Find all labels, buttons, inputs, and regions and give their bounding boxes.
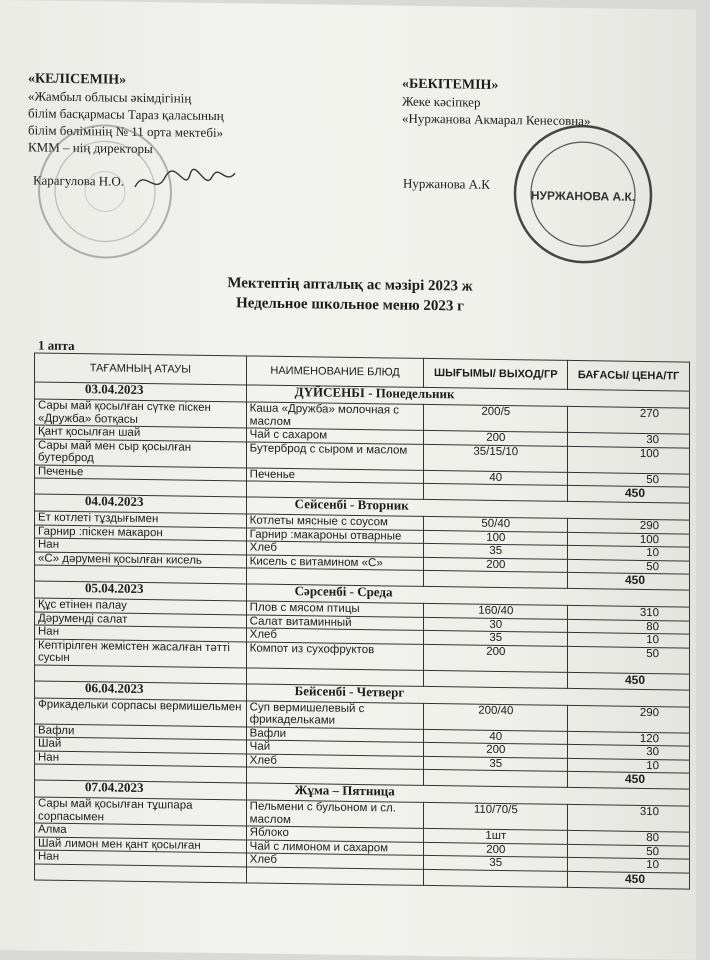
- dish-output: 35: [424, 630, 568, 646]
- day-name: Сейсенбі - Вторник: [246, 497, 689, 520]
- dish-output: 35: [424, 756, 568, 772]
- dish-output: 200: [424, 644, 568, 672]
- dish-kz: Нан: [35, 625, 247, 641]
- title-kazakh: Мектептің апталық ас мәзірі 2023 ж: [227, 275, 473, 295]
- approved-line-2: «Нуржанова Акмарал Кенесовна»: [402, 110, 591, 129]
- approved-heading: «БЕКІТЕМІН»: [402, 76, 499, 93]
- dish-price: 10: [568, 758, 690, 773]
- dish-ru: Котлеты мясные с соусом: [246, 514, 424, 530]
- dish-price: 100: [568, 532, 690, 547]
- day-name: Сәрсенбі - Среда: [246, 584, 689, 607]
- dish-price: 50: [568, 844, 690, 859]
- dish-price: 30: [568, 744, 690, 759]
- dish-kz: Алма: [35, 823, 247, 839]
- agreed-heading: «КЕЛІСЕМІН»: [28, 71, 127, 88]
- dish-ru: Компот из сухофруктов: [246, 641, 424, 669]
- agreed-signatory: Карагулова Н.О.: [33, 172, 125, 189]
- dish-ru: Салат витаминный: [246, 614, 424, 630]
- day-total: 450: [568, 485, 690, 503]
- dish-price: 290: [568, 518, 690, 533]
- stamp-text: НУРЖАНОВА А.К.: [530, 188, 636, 204]
- dish-ru: Бутерброд с сыром и маслом: [246, 441, 424, 469]
- dish-kz: Нан: [35, 538, 247, 554]
- dish-price: 80: [568, 830, 690, 845]
- day-date: 04.04.2023: [35, 494, 247, 514]
- dish-price: 10: [568, 632, 690, 647]
- agreed-line-3: білім бөлімінің № 11 орта мектебі»: [28, 122, 224, 141]
- col-price: БАҒАСЫ/ ЦЕНА/ТГ: [568, 360, 690, 391]
- dish-ru: Печенье: [246, 467, 424, 483]
- dish-output: 200: [424, 430, 568, 446]
- dish-kz: Ет котлеті тұздығымен: [35, 511, 247, 527]
- day-total: 450: [568, 871, 690, 889]
- dish-ru: Суп вермишелевый с фрикадельками: [246, 700, 424, 728]
- dish-kz: Сары май қосылған сүтке піскен «Дружба» ботқасы: [35, 399, 247, 428]
- dish-ru: Каша «Дружба» молочная с маслом: [246, 402, 424, 430]
- dish-output: 50/40: [424, 516, 568, 532]
- dish-output: 110/70/5: [424, 802, 568, 830]
- dish-ru: Яблоко: [246, 826, 424, 842]
- dish-price: 10: [568, 545, 690, 560]
- day-date: 06.04.2023: [35, 680, 247, 700]
- dish-price: 10: [568, 857, 690, 872]
- dish-price: 270: [568, 406, 690, 434]
- day-total: 450: [568, 771, 690, 789]
- dish-output: 200/40: [424, 703, 568, 731]
- dish-kz: Кептірілген жемістен жасалған тәтті сусын: [35, 638, 247, 667]
- approved-line-1: Жеке кәсіпкер: [402, 93, 481, 110]
- menu-table: [34, 352, 690, 889]
- day-date: 03.04.2023: [35, 382, 247, 402]
- day-name: Бейсенбі - Четверг: [246, 683, 689, 706]
- dish-output: 200: [424, 842, 568, 858]
- week-label: 1 апта: [38, 337, 75, 354]
- col-dish-kz: ТАҒАМНЫҢ АТАУЫ: [35, 353, 247, 385]
- dish-price: 30: [568, 432, 690, 447]
- dish-price: 50: [568, 646, 690, 674]
- dish-output: 200/5: [424, 404, 568, 432]
- dish-kz: Сары май қосылған тұшпара сорпасымен: [35, 797, 247, 826]
- dish-kz: Печенье: [35, 464, 247, 480]
- dish-output: 100: [424, 530, 568, 546]
- dish-ru: Кисель с витамином «С»: [246, 554, 424, 570]
- dish-kz: Дәруменді салат: [35, 611, 247, 627]
- dish-output: 1шт: [424, 828, 568, 844]
- agreed-line-1: «Жамбыл облысы әкімдігінің: [28, 88, 192, 106]
- dish-ru: Чай с лимоном и сахаром: [246, 839, 424, 855]
- day-name: ДҮЙСЕНБІ - Понедельник: [246, 385, 689, 408]
- dish-output: 35: [424, 543, 568, 559]
- dish-kz: Фрикадельки сорпасы вермишельмен: [35, 697, 247, 726]
- day-date: 05.04.2023: [35, 581, 247, 601]
- day-total: 450: [568, 572, 690, 590]
- dish-kz: Сары май мен сыр қосылған бутерброд: [35, 438, 247, 467]
- dish-output: 200: [424, 557, 568, 573]
- dish-kz: «С» дәрумені қосылған кисель: [35, 551, 247, 567]
- dish-price: 120: [568, 731, 690, 746]
- dish-kz: Құс етінен палау: [35, 598, 247, 614]
- dish-ru: Чай: [246, 740, 424, 756]
- dish-ru: Хлеб: [246, 541, 424, 557]
- col-output: ШЫҒЫМЫ/ ВЫХОД/ГР: [424, 358, 568, 389]
- entrepreneur-stamp-icon: [505, 119, 665, 271]
- dish-kz: Қант қосылған шай: [35, 425, 247, 441]
- dish-kz: Шай лимон мен қант қосылған: [35, 836, 247, 852]
- dish-output: 200: [424, 742, 568, 758]
- dish-price: 50: [568, 472, 690, 487]
- dish-ru: Хлеб: [246, 853, 424, 869]
- day-name: Жұма – Пятница: [246, 783, 689, 806]
- dish-price: 310: [568, 804, 690, 832]
- day-date: 07.04.2023: [35, 780, 247, 800]
- dish-kz: Вафли: [35, 723, 247, 739]
- dish-ru: Хлеб: [246, 628, 424, 644]
- dish-ru: Вафли: [246, 726, 424, 742]
- dish-price: 290: [568, 705, 690, 733]
- agreed-line-4: КММ – нің директоры: [28, 139, 153, 157]
- col-dish-ru: НАИМЕНОВАНИЕ БЛЮД: [246, 356, 424, 387]
- dish-kz: Шай: [35, 737, 247, 753]
- dish-output: 40: [424, 729, 568, 745]
- dish-ru: Гарнир :макароны отварные: [246, 527, 424, 543]
- dish-output: 160/40: [424, 603, 568, 619]
- dish-kz: Нан: [35, 750, 247, 766]
- dish-output: 30: [424, 617, 568, 633]
- dish-kz: Нан: [35, 850, 247, 866]
- title-russian: Недельное школьное меню 2023 г: [236, 295, 464, 315]
- dish-price: 50: [568, 559, 690, 574]
- dish-output: 40: [424, 470, 568, 486]
- dish-price: 100: [568, 446, 690, 474]
- dish-kz: Гарнир :піскен макарон: [35, 524, 247, 540]
- dish-output: 35: [424, 855, 568, 871]
- dish-price: 80: [568, 619, 690, 634]
- day-total: 450: [568, 672, 690, 690]
- agreed-line-2: білім басқармасы Тараз қаласының: [28, 105, 224, 124]
- dish-price: 310: [568, 605, 690, 620]
- dish-ru: Плов с мясом птицы: [246, 601, 424, 617]
- dish-output: 35/15/10: [424, 444, 568, 472]
- approved-signatory: Нуржанова А.К: [403, 175, 490, 192]
- signature-left-icon: [130, 162, 240, 204]
- dish-ru: Хлеб: [246, 753, 424, 769]
- dish-ru: Пельмени с бульоном и сл. маслом: [246, 800, 424, 828]
- dish-ru: Чай с сахаром: [246, 428, 424, 444]
